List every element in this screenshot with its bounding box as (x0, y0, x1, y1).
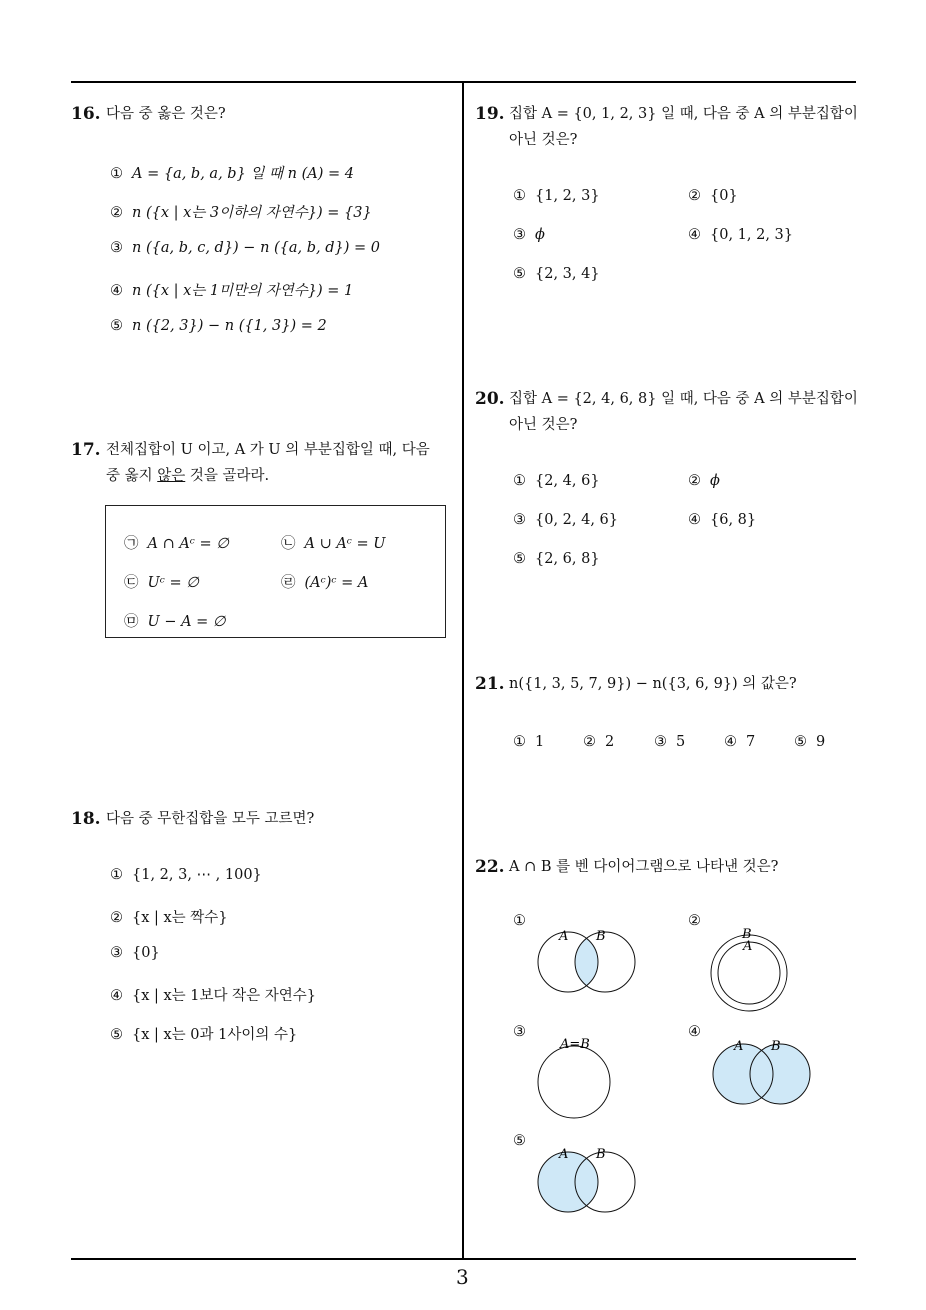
q17-item-2 (281, 532, 386, 553)
question-16-number: 16. (71, 104, 101, 124)
q16-option-4[interactable] (110, 279, 353, 300)
question-18-text: 다음 중 무한집합을 모두 고르면? (106, 811, 315, 827)
q22-mark-4[interactable]: ④ (688, 1024, 701, 1040)
option-text: 2 (605, 734, 615, 750)
q20-option-2[interactable] (688, 473, 720, 489)
q22-mark-3[interactable]: ③ (513, 1024, 526, 1040)
option-text: ϕ (535, 227, 545, 243)
q16-option-3[interactable] (110, 240, 380, 256)
option-text: {x | x는 짝수} (132, 910, 228, 926)
option-text: 5 (676, 734, 686, 750)
option-mark: ① (110, 166, 123, 182)
question-20-number: 20. (475, 389, 505, 409)
question-19-text-line1: 집합 A = {0, 1, 2, 3} 일 때, 다음 중 A 의 부분집합이 (509, 106, 858, 122)
label-a: A (743, 939, 753, 954)
option-mark: ② (688, 473, 701, 489)
label-b: B (771, 1039, 781, 1054)
item-text: U − A = ∅ (147, 614, 226, 630)
option-text: {6, 8} (710, 512, 757, 528)
q21-option-4[interactable] (724, 734, 755, 750)
q20-option-5[interactable] (513, 551, 600, 567)
q22-mark-2[interactable]: ② (688, 913, 701, 929)
label-b: B (596, 1147, 606, 1162)
q19-option-3[interactable] (513, 227, 545, 243)
option-mark: ④ (724, 734, 737, 750)
label-a: A (559, 929, 569, 944)
top-rule (71, 81, 856, 83)
option-mark: ⑤ (110, 1027, 123, 1043)
option-text: {2, 3, 4} (535, 266, 600, 282)
option-mark: ① (513, 473, 526, 489)
q18-option-2[interactable] (110, 906, 228, 927)
option-text: {x | x는 1보다 작은 자연수} (132, 988, 317, 1004)
question-22-text: A ∩ B 를 벤 다이어그램으로 나타낸 것은? (509, 859, 779, 875)
option-text: n ({a, b, c, d}) − n ({a, b, d}) = 0 (132, 240, 381, 256)
q16-option-1[interactable] (110, 162, 354, 183)
option-mark: ① (513, 188, 526, 204)
q21-option-1[interactable] (513, 734, 544, 750)
question-21-text: n({1, 3, 5, 7, 9}) − n({3, 6, 9}) 의 값은? (509, 676, 797, 692)
option-text: 7 (746, 734, 756, 750)
option-mark: ③ (654, 734, 667, 750)
q20-option-4[interactable] (688, 512, 756, 528)
q19-option-4[interactable] (688, 227, 793, 243)
option-mark: ② (583, 734, 596, 750)
option-mark: ③ (110, 945, 123, 961)
question-21-number: 21. (475, 674, 505, 694)
option-text: {1, 2, 3} (535, 188, 600, 204)
text-fragment: 중 옳지 (106, 468, 158, 484)
option-mark: ① (110, 867, 123, 883)
page-number: 3 (456, 1265, 469, 1289)
option-mark: ② (110, 205, 123, 221)
option-mark: ④ (110, 988, 123, 1004)
q17-item-5 (124, 610, 226, 631)
venn-diagram-3[interactable] (530, 1034, 620, 1124)
q16-option-2[interactable] (110, 201, 372, 222)
option-mark: ③ (110, 240, 123, 256)
circle-ab (538, 1046, 610, 1118)
item-mark: ㉢ (124, 575, 139, 591)
question-20-text-line1: 집합 A = {2, 4, 6, 8} 일 때, 다음 중 A 의 부분집합이 (509, 391, 858, 407)
q18-option-1[interactable] (110, 867, 262, 883)
q20-option-3[interactable] (513, 512, 618, 528)
option-text: 9 (816, 734, 826, 750)
option-mark: ④ (110, 283, 123, 299)
option-mark: ③ (513, 512, 526, 528)
item-mark: ㉠ (124, 536, 139, 552)
q17-item-4 (281, 571, 368, 592)
question-17-text-line1: 전체집합이 U 이고, A 가 U 의 부분집합일 때, 다음 (106, 442, 430, 458)
item-text: Uᶜ = ∅ (147, 575, 199, 591)
question-19-text-line2: 아닌 것은? (509, 132, 578, 148)
option-text: 1 (535, 734, 545, 750)
item-mark: ㉣ (281, 575, 296, 591)
label-b: B (596, 929, 606, 944)
option-mark: ② (110, 910, 123, 926)
option-text: n ({x | x는 3이하의 자연수}) = {3} (132, 205, 372, 221)
q21-option-2[interactable] (583, 734, 614, 750)
option-mark: ④ (688, 512, 701, 528)
question-17-number: 17. (71, 440, 101, 460)
label-a: A (734, 1039, 744, 1054)
item-text: A ∪ Aᶜ = U (304, 536, 386, 552)
question-22-number: 22. (475, 857, 505, 877)
option-text: {x | x는 0과 1사이의 수} (132, 1027, 298, 1043)
option-mark: ⑤ (110, 318, 123, 334)
question-20-text-line2: 아닌 것은? (509, 417, 578, 433)
option-mark: ⑤ (513, 266, 526, 282)
option-text: {1, 2, 3, ⋯ , 100} (132, 867, 262, 883)
q18-option-4[interactable] (110, 984, 316, 1005)
option-text: {0, 1, 2, 3} (710, 227, 794, 243)
underlined-word: 않은 (157, 468, 186, 484)
option-text: n ({2, 3}) − n ({1, 3}) = 2 (132, 318, 327, 334)
label-b: B (742, 927, 752, 942)
q22-mark-5[interactable]: ⑤ (513, 1133, 526, 1149)
option-text: {0, 2, 4, 6} (535, 512, 619, 528)
q18-option-5[interactable] (110, 1023, 297, 1044)
option-mark: ⑤ (794, 734, 807, 750)
option-text: {2, 6, 8} (535, 551, 600, 567)
question-19-number: 19. (475, 104, 505, 124)
venn-diagram-4[interactable] (705, 1034, 815, 1106)
option-text: {0} (710, 188, 738, 204)
venn-diagram-2[interactable] (705, 922, 795, 1014)
q17-item-1 (124, 532, 229, 553)
venn-diagram-1[interactable] (530, 922, 640, 994)
label-a: A (559, 1147, 569, 1162)
column-divider (462, 81, 464, 1259)
item-text: A ∩ Aᶜ = ∅ (147, 536, 229, 552)
option-text: A = {a, b, a, b} 일 때 n (A) = 4 (132, 166, 354, 182)
item-mark: ㉤ (124, 614, 139, 630)
option-mark: ② (688, 188, 701, 204)
q22-mark-1[interactable]: ① (513, 913, 526, 929)
bottom-rule (71, 1258, 856, 1260)
venn-diagram-5[interactable] (530, 1142, 640, 1214)
text-fragment: 것을 골라라. (185, 468, 270, 484)
q21-option-3[interactable] (654, 734, 685, 750)
option-mark: ① (513, 734, 526, 750)
label-ab: A=B (560, 1037, 590, 1052)
option-text: ϕ (710, 473, 720, 489)
option-mark: ③ (513, 227, 526, 243)
q17-item-3 (124, 571, 199, 592)
q20-option-1[interactable] (513, 473, 600, 489)
option-mark: ④ (688, 227, 701, 243)
option-mark: ⑤ (513, 551, 526, 567)
question-18-number: 18. (71, 809, 101, 829)
q16-option-5[interactable] (110, 318, 327, 334)
item-mark: ㉡ (281, 536, 296, 552)
option-text: {2, 4, 6} (535, 473, 600, 489)
option-text: n ({x | x는 1미만의 자연수}) = 1 (132, 283, 354, 299)
question-16-text: 다음 중 옳은 것은? (106, 106, 226, 122)
q19-option-1[interactable] (513, 188, 600, 204)
q21-option-5[interactable] (794, 734, 825, 750)
q19-option-2[interactable] (688, 188, 738, 204)
q18-option-3[interactable] (110, 945, 160, 961)
question-17-text-line2 (106, 462, 269, 490)
option-text: {0} (132, 945, 160, 961)
item-text: (Aᶜ)ᶜ = A (304, 575, 369, 591)
q19-option-5[interactable] (513, 266, 600, 282)
